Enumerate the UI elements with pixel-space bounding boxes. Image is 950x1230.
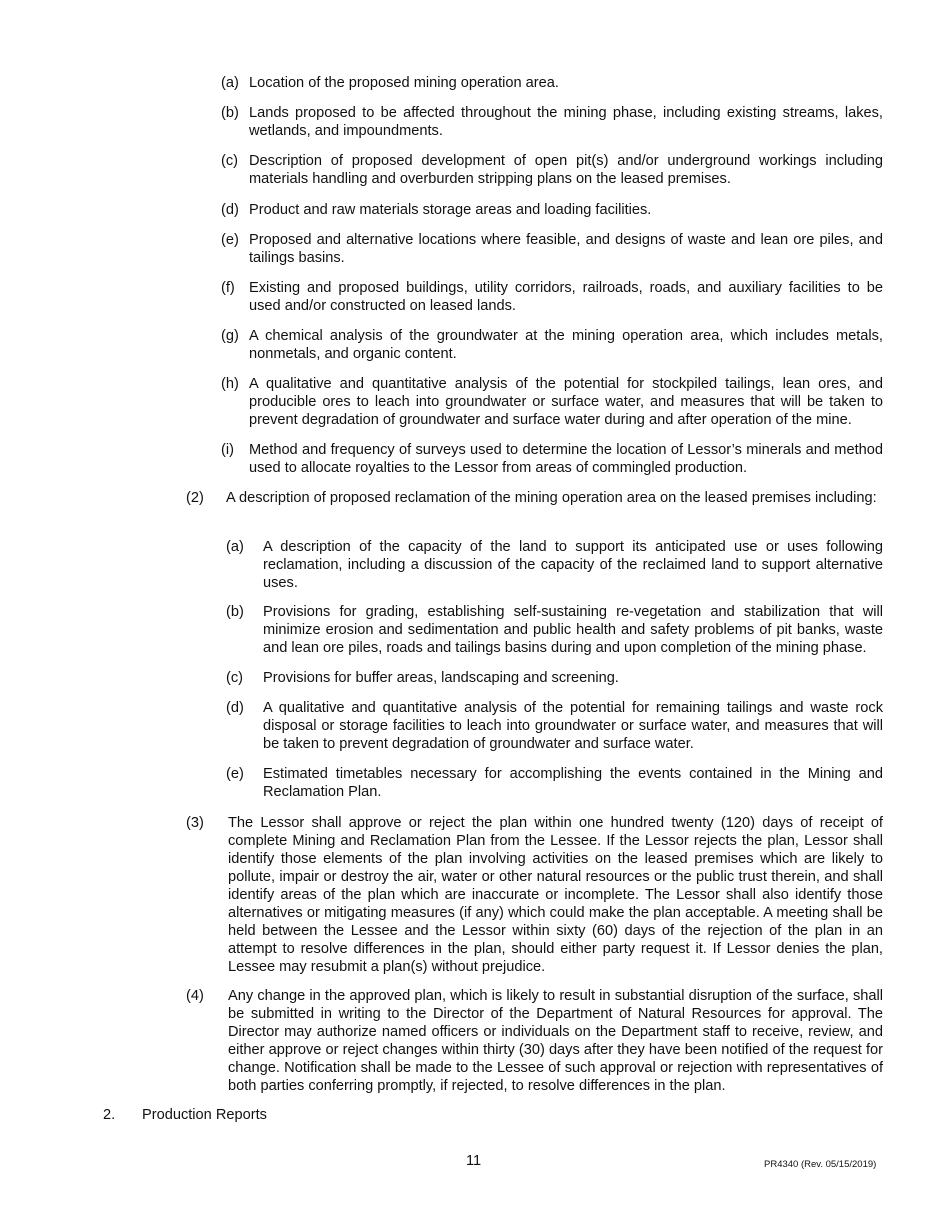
- item-text: Estimated timetables necessary for accomplishing the events contained in the Mining and Reclamation Plan.: [263, 766, 883, 800]
- paragraph-text: Any change in the approved plan, which is likely to result in substantial disruption of the surface, shall be submitted in writing to the Director of the Department of Natural Resources for approval. The Director may authorize named officers or individuals on the Department staff to receive, review, and either approve or reject changes within thirty (30) days after they have been notified of the request for change. Notification shall be made to the Lessee of such approval or rejection with representatives of both parties conferring promptly, if rejected, to resolve differences in the plan.: [228, 988, 883, 1094]
- item-label: (d): [221, 202, 239, 218]
- item-text: Provisions for buffer areas, landscaping and screening.: [263, 670, 619, 686]
- paragraph-label: (2): [186, 490, 204, 506]
- item-text: Provisions for grading, establishing self-sustaining re-vegetation and stabilization that will minimize erosion and sedimentation and public health and safety problems of pit banks, waste and lean ore piles, roads and tailings basins during and upon completion of the mining phase.: [263, 604, 883, 656]
- list-item-1e: [221, 231, 883, 267]
- item-text: Product and raw materials storage areas and loading facilities.: [249, 202, 652, 218]
- item-label: (b): [221, 105, 239, 121]
- list-item-1c: [221, 152, 883, 188]
- section-heading: [103, 1106, 267, 1124]
- item-label: (b): [226, 604, 244, 620]
- item-label: (i): [221, 442, 234, 458]
- item-label: (f): [221, 280, 235, 296]
- form-revision-id: PR4340 (Rev. 05/15/2019): [764, 1159, 877, 1170]
- item-text: Description of proposed development of open pit(s) and/or underground workings including materials handling and overburden stripping plans on the leased premises.: [249, 153, 883, 187]
- list-item-1b: [221, 104, 883, 140]
- list-item-1i: [221, 441, 883, 477]
- item-label: (c): [226, 670, 244, 686]
- item-text: A qualitative and quantitative analysis of the potential for remaining tailings and waste rock disposal or storage facilities to leach into groundwater or surface water, and measures that will be taken to prevent degradation of groundwater and surface water.: [263, 700, 883, 752]
- item-label: (d): [226, 700, 244, 716]
- item-text: A description of the capacity of the land to support its anticipated use or uses following reclamation, including a discussion of the capacity of the reclaimed land to support alternative uses.: [263, 539, 883, 591]
- page-number: 11: [466, 1153, 482, 1169]
- item-label: (g): [221, 328, 239, 344]
- list-item-2d: [226, 699, 883, 753]
- paragraph-label: (3): [186, 815, 204, 831]
- paragraph-text: The Lessor shall approve or reject the plan within one hundred twenty (120) days of receipt of complete Mining and Reclamation Plan from the Lessee. If the Lessor rejects the plan, Lessor shall identify those elements of the plan involving activities on the leased premises which are likely to pollute, impair or destroy the air, water or other natural resources or the public trust therein, and shall identify areas of the plan which are inaccurate or incomplete. The Lessor shall also identify those alternatives or mitigating measures (if any) which could make the plan acceptable. A meeting shall be held between the Lessee and the Lessor within sixty (60) days of the rejection of the plan in an attempt to resolve differences in the plan, should either party request it. If Lessor denies the plan, Lessee may resubmit a plan(s) without prejudice.: [228, 815, 883, 975]
- list-item-1f: [221, 279, 883, 315]
- paragraph-label: (4): [186, 988, 204, 1004]
- paragraph-4: [186, 987, 883, 1095]
- paragraph-3: [186, 814, 883, 976]
- item-text: A chemical analysis of the groundwater at the mining operation area, which includes metals, nonmetals, and organic content.: [249, 328, 883, 362]
- item-label: (a): [221, 75, 239, 91]
- item-label: (e): [226, 766, 244, 782]
- paragraph-2: [186, 489, 883, 507]
- item-text: Lands proposed to be affected throughout the mining phase, including existing streams, lakes, wetlands, and impoundments.: [249, 105, 883, 139]
- item-text: A qualitative and quantitative analysis of the potential for stockpiled tailings, lean ores, and producible ores to leach into groundwater or surface water, and measures that will be taken to prevent degradation of groundwater and surface water during and after operation of the mine.: [249, 376, 883, 428]
- item-label: (h): [221, 376, 239, 392]
- paragraph-text: A description of proposed reclamation of the mining operation area on the leased premises including:: [226, 490, 877, 506]
- item-label: (c): [221, 153, 239, 169]
- list-item-2b: [226, 603, 883, 657]
- list-item-2e: [226, 765, 883, 801]
- list-item-1h: [221, 375, 883, 429]
- list-item-1a: [221, 74, 883, 92]
- item-label: (a): [226, 539, 244, 555]
- item-text: Existing and proposed buildings, utility corridors, railroads, roads, and auxiliary facilities to be used and/or constructed on leased lands.: [249, 280, 883, 314]
- list-item-1d: [221, 201, 883, 219]
- item-text: Proposed and alternative locations where feasible, and designs of waste and lean ore piles, and tailings basins.: [249, 232, 883, 266]
- section-number: 2.: [103, 1107, 116, 1123]
- item-text: Location of the proposed mining operation area.: [249, 75, 559, 91]
- item-text: Method and frequency of surveys used to determine the location of Lessor’s minerals and method used to allocate royalties to the Lessor from areas of commingled production.: [249, 442, 883, 476]
- list-item-2a: [226, 538, 883, 592]
- list-item-2c: [226, 669, 883, 687]
- item-label: (e): [221, 232, 239, 248]
- section-title: Production Reports: [142, 1107, 267, 1123]
- list-item-1g: [221, 327, 883, 363]
